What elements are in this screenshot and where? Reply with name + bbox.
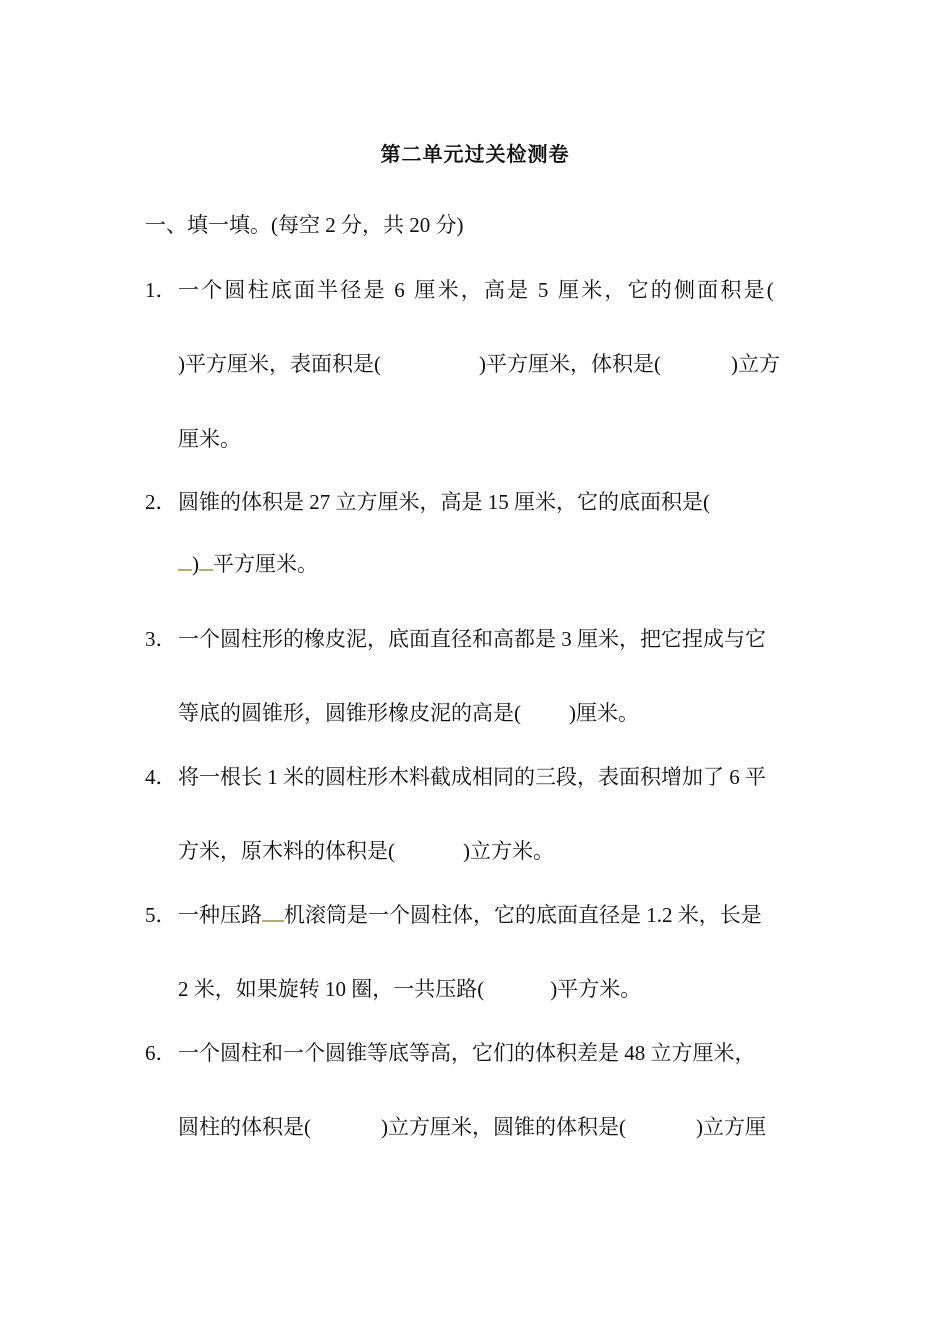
question-3-line-2 [178, 698, 639, 728]
question-1-text-3: )平方厘米，体积是( [479, 352, 661, 376]
question-6-line-2 [178, 1112, 766, 1142]
question-6-text-4: )立方厘 [696, 1115, 766, 1139]
question-4-line-2 [178, 836, 554, 866]
question-5-text-3: 2 米，如果旋转 10 圈，一共压路( [178, 977, 485, 1001]
question-1-text-4: )立方 [731, 352, 780, 376]
question-1-line-2 [178, 349, 780, 379]
question-5-line-2 [178, 974, 641, 1004]
question-1-text-1: 一个圆柱底面半径是 6 厘米，高是 5 厘米，它的侧面积是( [178, 278, 776, 302]
question-2-number: 2． [145, 490, 177, 514]
question-4-line-1: 将一根长 1 米的圆柱形木料截成相同的三段，表面积增加了 6 平 [178, 765, 766, 789]
question-6-line-1: 一个圆柱和一个圆锥等底等高，它们的体积差是 48 立方厘米， [178, 1041, 756, 1065]
question-3-line-1: 一个圆柱形的橡皮泥，底面直径和高都是 3 厘米，把它捏成与它 [178, 627, 766, 651]
question-1-line-3: 厘米。 [178, 427, 241, 451]
question-5-text-4: )平方米。 [550, 977, 642, 1001]
question-6-number: 6． [145, 1041, 177, 1065]
question-3-text-3: )厘米。 [569, 701, 639, 725]
question-3-text-2: 等底的圆锥形，圆锥形橡皮泥的高是( [178, 701, 521, 725]
page-title: 第二单元过关检测卷 [380, 144, 570, 166]
question-5-line-1 [178, 900, 762, 930]
question-1-number: 1． [145, 278, 177, 302]
question-6-text-3: )立方厘米，圆锥的体积是( [381, 1115, 626, 1139]
question-2-line-1: 圆锥的体积是 27 立方厘米，高是 15 厘米，它的底面积是( [178, 490, 710, 514]
underline-mark [199, 551, 213, 571]
question-2-text-3: 平方厘米。 [213, 552, 318, 576]
question-2-text-2: ) [192, 552, 199, 576]
underline-mark [262, 902, 284, 922]
answer-blank[interactable] [178, 551, 192, 571]
question-1-line-1 [178, 275, 806, 305]
question-5-number: 5． [145, 903, 177, 927]
question-4-number: 4． [145, 765, 177, 789]
question-4-text-3: )立方米。 [463, 839, 554, 863]
question-1-text-2: )平方厘米，表面积是( [178, 352, 381, 376]
question-5-text-2: 机滚筒是一个圆柱体，它的底面直径是 1.2 米，长是 [284, 903, 762, 927]
question-6-text-2: 圆柱的体积是( [178, 1115, 311, 1139]
question-2-line-2 [178, 549, 318, 579]
question-5-text-1: 一种压路 [178, 903, 262, 927]
question-4-text-2: 方米，原木料的体积是( [178, 839, 395, 863]
section-heading: 一、填一填。(每空 2 分，共 20 分) [145, 213, 464, 237]
question-3-number: 3． [145, 627, 177, 651]
